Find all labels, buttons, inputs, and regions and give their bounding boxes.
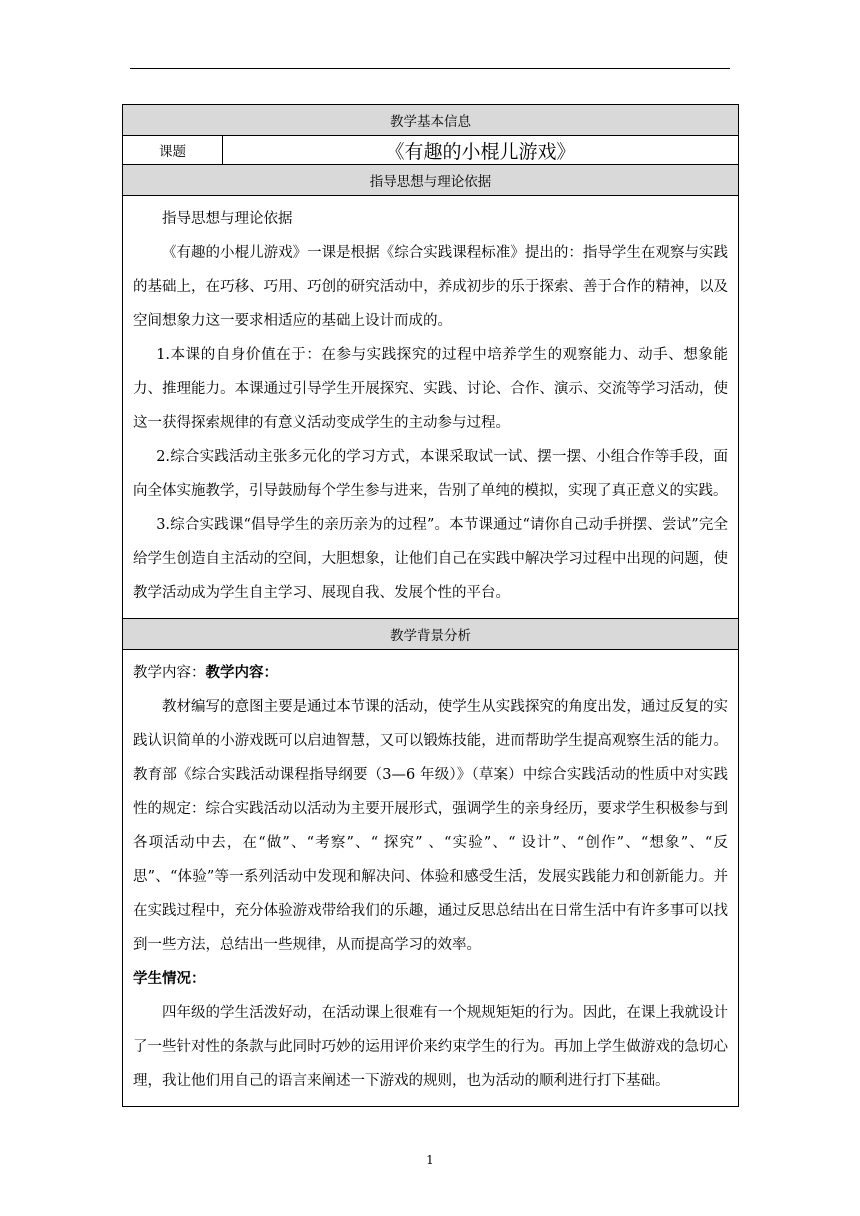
content-paragraph: 教材编写的意图主要是通过本节课的活动，使学生从实践探究的角度出发，通过反复的实践认识简单的小游戏既可以启迪智慧，又可以锻炼技能，进而帮助学生提高观察生活的能力。教育部《综合实践活动课程指导纲要（3—6 年级）》（草案）中综合实践活动的性质中对实践性的规定：综合实践活动以活动为主要开展形式，强调学生的亲身经历，要求学生积极参与到各项活动中去，在“做”、“考察”、“ 探究” 、“实验”、“ 设计”、“创作”、“想象”、“反思”、“体验”等一系列活动中发现和解决问、体验和感受生活，发展实践能力和创新能力。并在实践过程中，充分体验游戏带给我们的乐趣，通过反思总结出在日常生活中有许多事可以找到一些方法，总结出一些规律，从而提高学习的效率。 bbox=[133, 699, 728, 953]
topic-label: 课题 bbox=[123, 136, 223, 165]
guiding-body-row bbox=[123, 196, 739, 619]
background-body bbox=[123, 650, 739, 1107]
guiding-point-1: 1.本课的自身价值在于：在参与实践探究的过程中培养学生的观察能力、动手、想象能力、推理能力。本课通过引导学生开展探究、实践、讨论、合作、演示、交流等学习活动，使这一获得探索规律的有意义活动变成学生的主动参与过程。 bbox=[133, 347, 728, 431]
guiding-header: 指导思想与理论依据 bbox=[123, 165, 739, 196]
topic-value: 《有趣的小棍儿游戏》 bbox=[223, 136, 739, 165]
background-header-row bbox=[123, 619, 739, 650]
student-paragraph: 四年级的学生活泼好动，在活动课上很难有一个规规矩矩的行为。因此，在课上我就设计了一些针对性的条款与此同时巧妙的运用评价来约束学生的行为。再加上学生做游戏的急切心理，我让他们用自己的语言来阐述一下游戏的规则，也为活动的顺利进行打下基础。 bbox=[133, 1005, 728, 1089]
content-label: 教学内容： bbox=[133, 665, 206, 681]
background-header: 教学背景分析 bbox=[123, 619, 739, 650]
guiding-point-2: 2.综合实践活动主张多元化的学习方式，本课采取试一试、摆一摆、小组合作等手段，面向全体实施教学，引导鼓励每个学生参与进来，告别了单纯的模拟，实现了真正意义的实践。 bbox=[133, 449, 728, 499]
guiding-header-row bbox=[123, 165, 739, 196]
page-number: 1 bbox=[426, 1153, 434, 1167]
header-rule bbox=[130, 68, 730, 69]
guiding-body bbox=[123, 196, 739, 619]
content-label-line bbox=[133, 656, 728, 690]
background-body-row bbox=[123, 650, 739, 1107]
basic-info-header-row bbox=[123, 105, 739, 136]
guiding-point-3: 3.综合实践课“倡导学生的亲历亲为的过程”。本节课通过“请你自己动手拼摆、尝试”完全给学生创造自主活动的空间，大胆想象，让他们自己在实践中解决学习过程中出现的问题，使教学活动成为学生自主学习、展现自我、发展个性的平台。 bbox=[133, 517, 728, 601]
guiding-subtitle: 指导思想与理论依据 bbox=[162, 211, 293, 227]
lesson-plan-table bbox=[122, 104, 739, 1107]
guiding-paragraph: 《有趣的小棍儿游戏》一课是根据《综合实践课程标准》提出的：指导学生在观察与实践的基础上，在巧移、巧用、巧创的研究活动中，养成初步的乐于探索、善于合作的精神，以及空间想象力这一要求相适应的基础上设计而成的。 bbox=[133, 245, 728, 329]
basic-info-header: 教学基本信息 bbox=[123, 105, 739, 136]
topic-row bbox=[123, 136, 739, 165]
content-label-bold: 教学内容： bbox=[205, 664, 278, 681]
student-label: 学生情况： bbox=[133, 970, 206, 987]
